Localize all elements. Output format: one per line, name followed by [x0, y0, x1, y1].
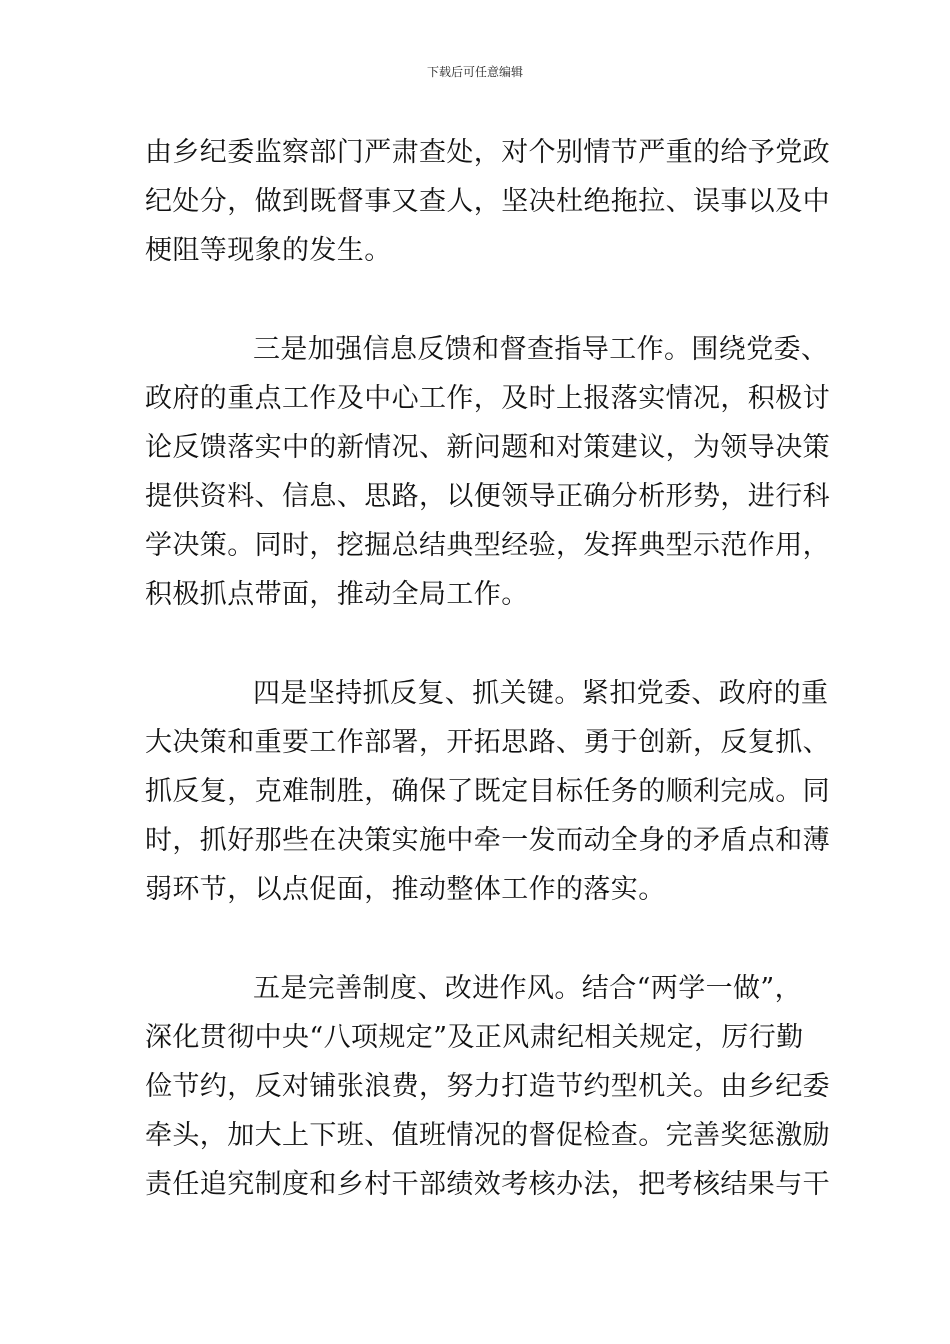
paragraph-line: 俭节约，反对铺张浪费，努力打造节约型机关。由乡纪委	[145, 1071, 830, 1102]
paragraph-line: 三是加强信息反馈和督查指导工作。围绕党委、	[253, 334, 829, 365]
paragraph-line: 梗阻等现象的发生。	[145, 235, 392, 266]
paragraph-4	[145, 964, 830, 1209]
paragraph-line: 积极抓点带面，推动全局工作。	[145, 579, 529, 610]
paragraph-gap	[145, 275, 810, 325]
paragraph-line: 大决策和重要工作部署，开拓思路、勇于创新，反复抓、	[145, 727, 830, 758]
paragraph-line: 论反馈落实中的新情况、新问题和对策建议，为领导决策	[145, 432, 830, 463]
paragraph-gap	[145, 619, 810, 669]
paragraph-line: 时，抓好那些在决策实施中牵一发而动全身的矛盾点和薄	[145, 825, 830, 856]
document-body	[145, 128, 830, 1209]
page-header: 下载后可任意编辑	[426, 65, 523, 79]
paragraph-line: 政府的重点工作及中心工作，及时上报落实情况，积极讨	[145, 383, 830, 414]
paragraph-line: 学决策。同时，挖掘总结典型经验，发挥典型示范作用，	[145, 530, 830, 561]
paragraph-line: 由乡纪委监察部门严肃查处，对个别情节严重的给予党政	[145, 137, 830, 168]
paragraph-2	[145, 325, 830, 619]
paragraph-line: 责任追究制度和乡村干部绩效考核办法，把考核结果与干	[145, 1169, 830, 1200]
paragraph-gap	[145, 914, 810, 964]
paragraph-line: 深化贯彻中央“八项规定”及正风肃纪相关规定，厉行勤	[145, 1022, 804, 1053]
paragraph-line: 牵头，加大上下班、值班情况的督促检查。完善奖惩激励	[145, 1120, 830, 1151]
paragraph-line: 四是坚持抓反复、抓关键。紧扣党委、政府的重	[253, 678, 829, 709]
paragraph-line: 抓反复，克难制胜，确保了既定目标任务的顺利完成。同	[145, 776, 830, 807]
paragraph-3	[145, 669, 830, 914]
paragraph-1	[145, 128, 830, 275]
paragraph-line: 五是完善制度、改进作风。结合“两学一做”，	[253, 973, 803, 1004]
paragraph-line: 纪处分，做到既督事又查人，坚决杜绝拖拉、误事以及中	[145, 186, 830, 217]
paragraph-line: 弱环节，以点促面，推动整体工作的落实。	[145, 874, 666, 905]
paragraph-line: 提供资料、信息、思路，以便领导正确分析形势，进行科	[145, 481, 830, 512]
